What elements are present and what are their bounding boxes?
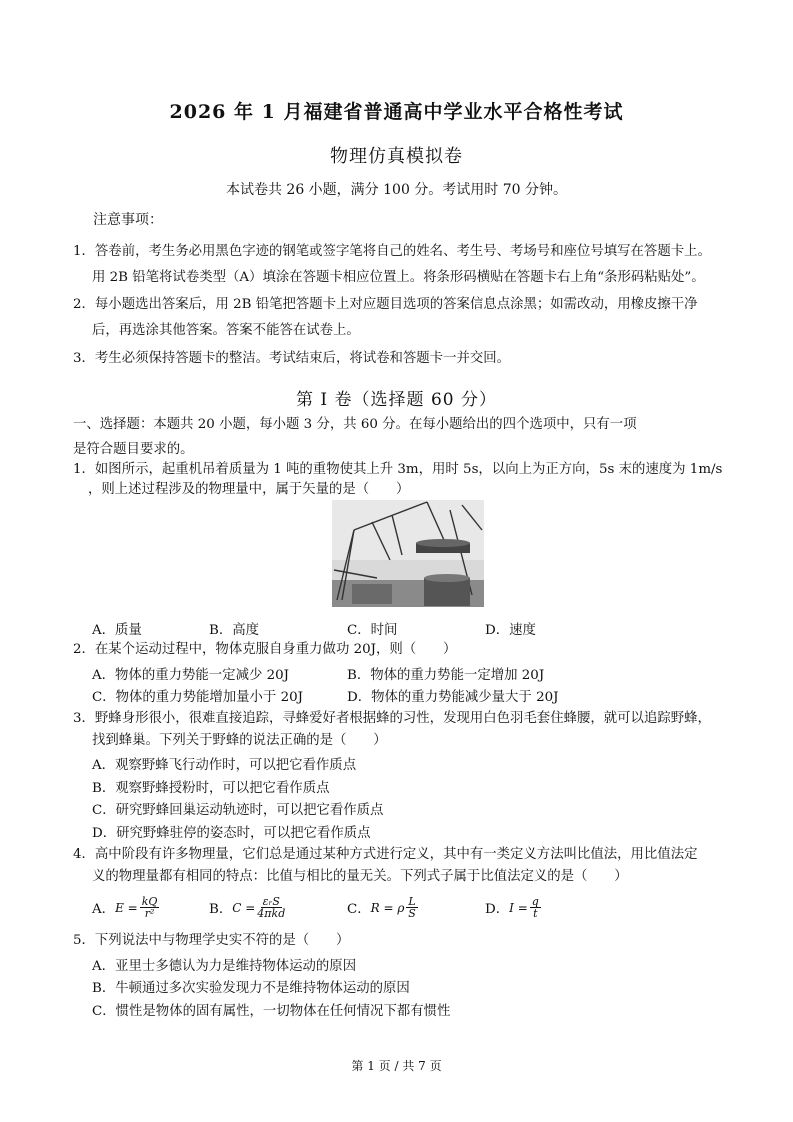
q2-stem: 2．在某个运动过程中，物体克服自身重力做功 20J，则（ ） <box>73 642 457 657</box>
q5-option-c: C．惯性是物体的固有属性，一切物体在任何情况下都有惯性 <box>92 1004 451 1019</box>
section-title: 第 I 卷（选择题 60 分） <box>296 390 497 410</box>
q4-option-c-fraction <box>406 896 417 919</box>
q4-option-a-fraction <box>140 896 160 919</box>
q4-option-a-numerator: kQ <box>141 895 158 908</box>
q4-option-c-denominator: S <box>408 907 416 920</box>
q4-option-c <box>347 896 420 919</box>
note-1a: 1．答卷前，考生务必用黑色字迹的钢笔或签字笔将自己的姓名、考生号、考场号和座位号填写在答题卡上。 <box>73 244 711 259</box>
q2-option-a: A．物体的重力势能一定减少 20J <box>92 668 290 683</box>
q4-option-a-denominator: r² <box>144 907 155 920</box>
q2-option-c: C．物体的重力势能增加量小于 20J <box>92 690 303 705</box>
exam-title: 2026 年 1 月福建省普通高中学业水平合格性考试 <box>169 101 624 123</box>
q4-option-d-lhs: I = <box>509 900 528 915</box>
q4-option-d-fraction <box>530 896 541 919</box>
q4-option-c-label: C． <box>347 902 371 917</box>
note-2b: 后，再选涂其他答案。答案不能答在试卷上。 <box>92 323 360 338</box>
q4-option-b-numerator: εᵣS <box>262 895 280 908</box>
q4-option-d-label: D． <box>485 902 510 917</box>
note-3: 3．考生必须保持答题卡的整洁。考试结束后，将试卷和答题卡一并交回。 <box>73 351 511 366</box>
q4-stem-2: 义的物理量都有相同的特点：比值与相比的量无关。下列式子属于比值法定义的是（ ） <box>92 869 628 884</box>
note-2a: 2．每小题选出答案后，用 2B 铅笔把答题卡上对应题目选项的答案信息点涂黑；如需改动，用橡皮擦干净 <box>73 297 698 312</box>
q1-option-c: C．时间 <box>347 623 398 638</box>
q3-stem-2: 找到蜂巢。下列关于野蜂的说法正确的是（ ） <box>92 733 387 748</box>
q3-option-d: D．研究野蜂驻停的姿态时，可以把它看作质点 <box>92 826 371 841</box>
q4-option-b <box>209 896 287 919</box>
page-footer: 第 1 页 / 共 7 页 <box>351 1059 442 1073</box>
q4-option-d-numerator: q <box>531 895 539 908</box>
notes-heading: 注意事项： <box>93 212 163 228</box>
q3-stem-1: 3．野蜂身形很小，很难直接追踪，寻蜂爱好者根据蜂的习性，发现用白色羽毛套住蜂腰，就可以追踪野蜂， <box>73 711 711 726</box>
q4-option-b-denominator: 4πkd <box>257 907 286 920</box>
section-intro-1: 一、选择题：本题共 20 小题，每小题 3 分，共 60 分。在每小题给出的四个选项中，只有一项 <box>73 417 637 432</box>
q2-option-d: D．物体的重力势能减少量大于 20J <box>347 690 559 705</box>
q4-option-d-denominator: t <box>533 907 538 920</box>
q4-option-a-lhs: E = <box>115 900 138 915</box>
section-intro-2: 是符合题目要求的。 <box>73 442 194 457</box>
q1-option-d: D．速度 <box>485 623 536 638</box>
q4-option-c-lhs: R = ρ <box>370 900 405 915</box>
q4-stem-1: 4．高中阶段有许多物理量，它们总是通过某种方式进行定义，其中有一类定义方法叫比值法，用比值法定 <box>73 847 698 862</box>
q3-option-a: A．观察野蜂飞行动作时，可以把它看作质点 <box>92 758 357 773</box>
q4-option-a-label: A． <box>92 902 116 917</box>
q4-option-b-lhs: C = <box>232 900 256 915</box>
q4-option-c-numerator: L <box>408 895 416 908</box>
q1-option-b: B．高度 <box>209 623 260 638</box>
q1-stem-2: ，则上述过程涉及的物理量中，属于矢量的是（ ） <box>88 482 410 497</box>
q3-option-c: C．研究野蜂回巢运动轨迹时，可以把它看作质点 <box>92 803 384 818</box>
q1-stem-1: 1．如图所示，起重机吊着质量为 1 吨的重物使其上升 3m，用时 5s，以向上为正方向，5s 末的速度为 1m/s <box>73 462 723 477</box>
q5-option-b: B．牛顿通过多次实验发现力不是维持物体运动的原因 <box>92 981 410 996</box>
exam-info: 本试卷共 26 小题，满分 100 分。考试用时 70 分钟。 <box>225 182 568 198</box>
q5-option-a: A．亚里士多德认为力是维持物体运动的原因 <box>92 959 357 974</box>
q4-option-b-fraction <box>257 896 285 919</box>
q5-stem: 5．下列说法中与物理学史实不符的是（ ） <box>73 933 350 948</box>
q3-option-b: B．观察野蜂授粉时，可以把它看作质点 <box>92 781 330 796</box>
crane-photo <box>332 500 484 607</box>
q4-option-b-label: B． <box>209 902 233 917</box>
exam-subtitle: 物理仿真模拟卷 <box>330 146 463 167</box>
q4-option-d <box>485 896 543 919</box>
q4-option-a <box>92 896 161 919</box>
q1-option-a: A．质量 <box>92 623 142 638</box>
q2-option-b: B．物体的重力势能一定增加 20J <box>347 668 545 683</box>
note-1b: 用 2B 铅笔将试卷类型（A）填涂在答题卡相应位置上。将条形码横贴在答题卡右上角“条形码粘贴处”。 <box>92 270 705 285</box>
